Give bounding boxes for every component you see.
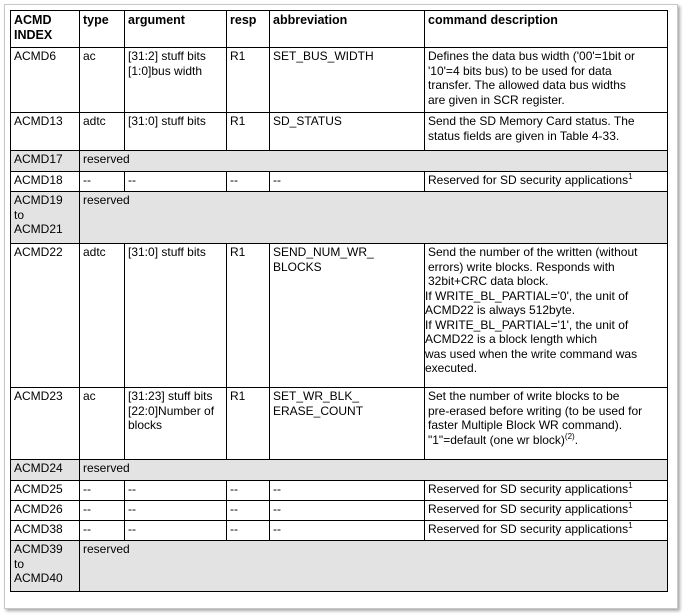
table-row-acmd22 xyxy=(11,244,668,388)
cell-resp: -- xyxy=(227,521,270,541)
table-row-acmd25 xyxy=(11,481,668,501)
table-row-acmd24 xyxy=(11,460,668,481)
cell-reserved: reserved xyxy=(80,541,668,592)
acmd-command-table xyxy=(10,10,668,592)
cell-description: Defines the data bus width ('00'=1bit or '10'=4 bits bus) to be used for data transfer. The allowed data bus widths are given in SCR register. xyxy=(425,48,668,113)
description-text: Reserved for SD security applications xyxy=(428,522,629,536)
cell-reserved: reserved xyxy=(80,151,668,172)
cell-abbreviation: SET_BUS_WIDTH xyxy=(270,48,425,113)
cell-type: -- xyxy=(80,521,125,541)
cell-type: adtc xyxy=(80,244,125,388)
cell-abbreviation: -- xyxy=(270,481,425,501)
cell-abbreviation: -- xyxy=(270,521,425,541)
table-row-acmd39-to-acmd40 xyxy=(11,541,668,592)
cell-resp: R1 xyxy=(227,48,270,113)
cell-index: ACMD22 xyxy=(11,244,80,388)
cell-index: ACMD26 xyxy=(11,501,80,521)
cell-type: -- xyxy=(80,172,125,192)
table-row-acmd6 xyxy=(11,48,668,113)
cell-abbreviation: SEND_NUM_WR_ BLOCKS xyxy=(270,244,425,388)
footnote-mark: 1 xyxy=(628,501,633,510)
description-text: Reserved for SD security applications xyxy=(428,482,629,496)
cell-index: ACMD25 xyxy=(11,481,80,501)
cell-type: -- xyxy=(80,481,125,501)
cell-index: ACMD38 xyxy=(11,521,80,541)
description-text: Reserved for SD security applications xyxy=(428,173,629,187)
cell-type: ac xyxy=(80,388,125,460)
header-abbreviation: abbreviation xyxy=(270,11,425,48)
cell-type: -- xyxy=(80,501,125,521)
cell-resp: -- xyxy=(227,481,270,501)
cell-description xyxy=(425,481,668,501)
header-resp: resp xyxy=(227,11,270,48)
cell-argument: [31:23] stuff bits [22:0]Number of blocks xyxy=(125,388,227,460)
header-type: type xyxy=(80,11,125,48)
table-row-acmd38 xyxy=(11,521,668,541)
cell-argument: [31:0] stuff bits xyxy=(125,244,227,388)
cell-index: ACMD23 xyxy=(11,388,80,460)
cell-description xyxy=(425,501,668,521)
cell-type: adtc xyxy=(80,113,125,151)
footnote-mark: 1 xyxy=(628,481,633,490)
cell-index: ACMD39 to ACMD40 xyxy=(11,541,80,592)
cell-argument: -- xyxy=(125,172,227,192)
cell-index: ACMD19 to ACMD21 xyxy=(11,192,80,244)
cell-abbreviation: SD_STATUS xyxy=(270,113,425,151)
footnote-mark: 1 xyxy=(628,172,633,181)
cell-resp: R1 xyxy=(227,244,270,388)
header-argument: argument xyxy=(125,11,227,48)
cell-reserved: reserved xyxy=(80,460,668,481)
footnote-mark: 1 xyxy=(628,521,633,530)
cell-index: ACMD6 xyxy=(11,48,80,113)
cell-abbreviation: -- xyxy=(270,172,425,192)
table-row-acmd23 xyxy=(11,388,668,460)
cell-argument: -- xyxy=(125,501,227,521)
cell-abbreviation: SET_WR_BLK_ ERASE_COUNT xyxy=(270,388,425,460)
cell-type: ac xyxy=(80,48,125,113)
description-text: Send the number of the written (without errors) write blocks. Responds with 32bit+CRC data block. xyxy=(428,245,638,288)
cell-resp: -- xyxy=(227,172,270,192)
cell-argument: [31:2] stuff bits [1:0]bus width xyxy=(125,48,227,113)
cell-argument: [31:0] stuff bits xyxy=(125,113,227,151)
cell-index: ACMD18 xyxy=(11,172,80,192)
cell-argument: -- xyxy=(125,481,227,501)
cell-argument: -- xyxy=(125,521,227,541)
description-text: Reserved for SD security applications xyxy=(428,502,629,516)
table-row-acmd13 xyxy=(11,113,668,151)
cell-description xyxy=(425,244,668,388)
description-extra: If WRITE_BL_PARTIAL='0', the unit of ACMD22 is always 512byte. If WRITE_BL_PARTIAL='1', the unit of ACMD22 is a block length which was used when the write command was executed. xyxy=(425,288,638,375)
table-row-acmd19-to-acmd21 xyxy=(11,192,668,244)
cell-index: ACMD13 xyxy=(11,113,80,151)
cell-description: Send the SD Memory Card status. The status fields are given in Table 4-33. xyxy=(425,113,668,151)
cell-abbreviation: -- xyxy=(270,501,425,521)
header-acmd-index: ACMD INDEX xyxy=(11,11,80,48)
table-row-acmd26 xyxy=(11,501,668,521)
cell-description xyxy=(425,521,668,541)
cell-reserved: reserved xyxy=(80,192,668,244)
description-text: Set the number of write blocks to be pre-erased before writing (to be used for faster Multiple Block WR command). "1"=default (one wr block) xyxy=(428,389,643,447)
footnote-mark: (2) xyxy=(564,431,575,441)
table-row-acmd18 xyxy=(11,172,668,192)
description-tail: . xyxy=(574,432,579,447)
cell-index: ACMD17 xyxy=(11,151,80,172)
cell-resp: R1 xyxy=(227,113,270,151)
cell-resp: R1 xyxy=(227,388,270,460)
header-command-description: command description xyxy=(425,11,668,48)
header-row xyxy=(11,11,668,48)
table-row-acmd17 xyxy=(11,151,668,172)
cell-description xyxy=(425,388,668,460)
cell-description xyxy=(425,172,668,192)
cell-index: ACMD24 xyxy=(11,460,80,481)
cell-resp: -- xyxy=(227,501,270,521)
